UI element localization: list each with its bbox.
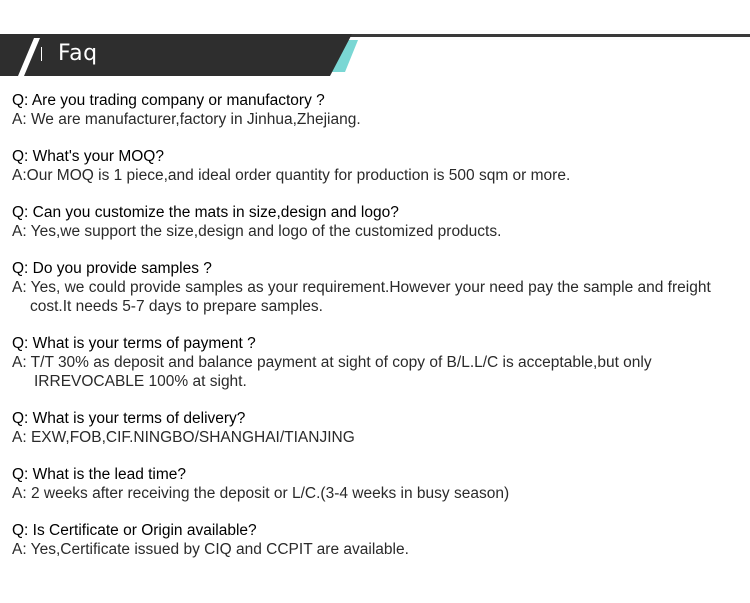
faq-item (12, 147, 742, 185)
faq-answer (12, 166, 742, 185)
faq-answer-line: A: Yes,Certificate issued by CIQ and CCPIT are available. (12, 541, 409, 558)
faq-answer-line: A: We are manufacturer,factory in Jinhua,Zhejiang. (12, 111, 361, 128)
page-title: Faq (58, 41, 98, 66)
faq-answer-line: A: EXW,FOB,CIF.NINGBO/SHANGHAI/TIANJING (12, 429, 355, 446)
faq-answer-line: A:Our MOQ is 1 piece,and ideal order quantity for production is 500 sqm or more. (12, 167, 571, 184)
faq-question: Q: Is Certificate or Origin available? (12, 522, 257, 539)
faq-answer-continuation: IRREVOCABLE 100% at sight. (34, 373, 247, 390)
faq-answer-line: A: Yes,we support the size,design and logo of the customized products. (12, 223, 502, 240)
faq-question: Q: What is your terms of payment ? (12, 335, 256, 352)
faq-answer-line: A: T/T 30% as deposit and balance payment at sight of copy of B/L.L/C is acceptable,but only (12, 354, 652, 371)
faq-question: Q: What is the lead time? (12, 466, 187, 483)
faq-answer (12, 428, 742, 447)
faq-answer (12, 353, 742, 391)
faq-answer (12, 222, 742, 241)
faq-item (12, 334, 742, 391)
header-separator (41, 47, 42, 61)
faq-answer (12, 484, 742, 503)
faq-item (12, 409, 742, 447)
faq-answer (12, 278, 742, 316)
faq-item (12, 259, 742, 316)
faq-question: Q: What is your terms of delivery? (12, 410, 246, 427)
faq-answer-continuation: cost.It needs 5-7 days to prepare samples. (30, 298, 323, 315)
faq-list (12, 91, 742, 559)
faq-answer (12, 540, 742, 559)
faq-question: Q: Can you customize the mats in size,design and logo? (12, 204, 399, 221)
faq-answer (12, 110, 742, 129)
faq-item (12, 91, 742, 129)
header-dark-band (0, 34, 352, 76)
faq-question: Q: Do you provide samples ? (12, 260, 212, 277)
faq-answer-line: A: Yes, we could provide samples as your requirement.However your need pay the sample and freight (12, 279, 711, 296)
faq-item (12, 521, 742, 559)
faq-question: Q: What's your MOQ? (12, 148, 164, 165)
faq-item (12, 203, 742, 241)
faq-question: Q: Are you trading company or manufactory ? (12, 92, 325, 109)
faq-item (12, 465, 742, 503)
header-banner-graphic (0, 0, 750, 80)
faq-header (0, 0, 750, 80)
faq-answer-line: A: 2 weeks after receiving the deposit or L/C.(3-4 weeks in busy season) (12, 485, 510, 502)
